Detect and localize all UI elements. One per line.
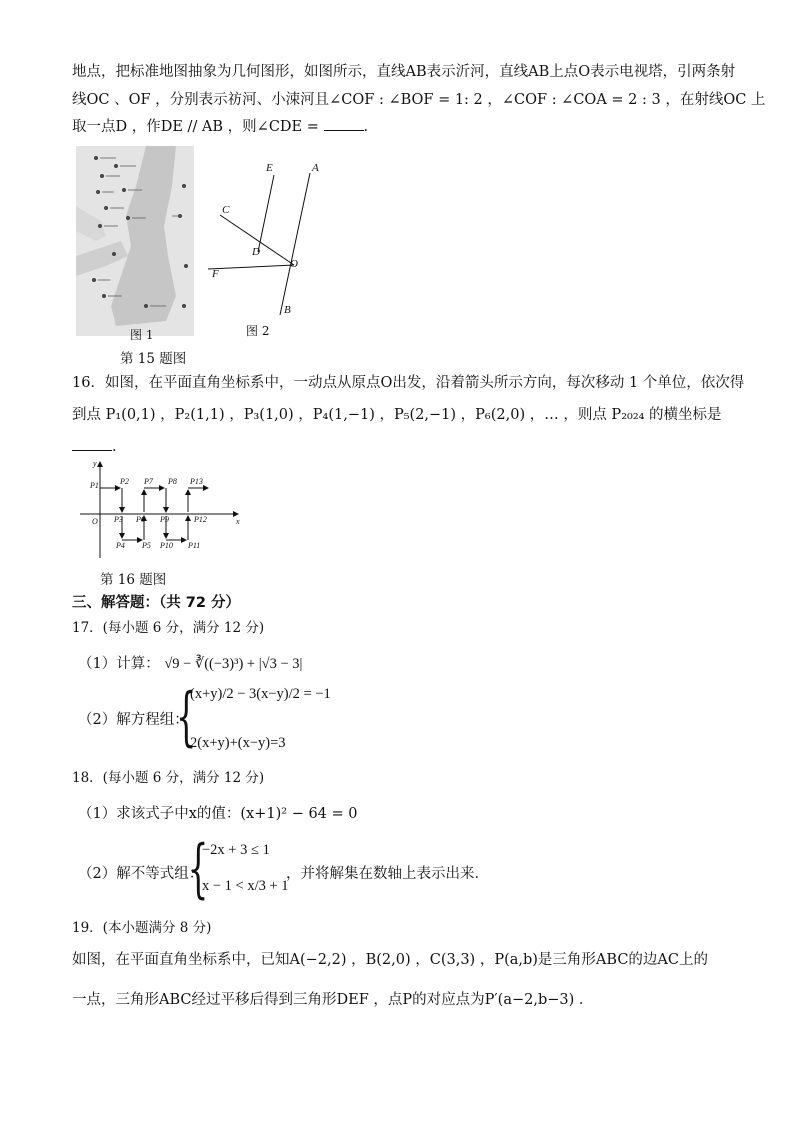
label-P6: P6 bbox=[136, 515, 145, 524]
q17-part1-label: （1）计算： bbox=[78, 656, 160, 672]
label-C: C bbox=[222, 204, 230, 216]
q15-figure1-map bbox=[76, 146, 194, 336]
label-x: x bbox=[236, 517, 240, 526]
q18-ineq2: x − 1 < x/3 + 1 bbox=[202, 878, 289, 894]
q18-part2-tail: ，并将解集在数轴上表示出来． bbox=[286, 866, 489, 882]
q17-eq2: 2(x+y)+(x−y)=3 bbox=[190, 735, 286, 751]
label-P8: P8 bbox=[168, 477, 177, 486]
q15-text-line2: 线OC 、OF ，分别表示祊河、小涑河且∠COF : ∠BOF = 1: 2 ，∠COF : ∠COA = 2 : 3 ，在射线OC 上 bbox=[72, 92, 766, 108]
q18-part1: （1）求该式子中x的值：(x+1)² − 64 = 0 bbox=[78, 806, 358, 822]
label-P12: P12 bbox=[194, 515, 207, 524]
label-D: D bbox=[252, 246, 260, 258]
answer-blank bbox=[72, 436, 112, 451]
q18-ineq1: −2x + 3 ≤ 1 bbox=[202, 842, 270, 858]
q17-part1 bbox=[78, 652, 302, 673]
label-P11: P11 bbox=[188, 541, 201, 550]
line-DE bbox=[258, 175, 274, 252]
label-P1: P1 bbox=[90, 481, 99, 490]
label-B: B bbox=[284, 304, 291, 316]
label-P4: P4 bbox=[116, 541, 125, 550]
figure2-label: 图 2 bbox=[246, 324, 270, 338]
q15-figure2-geometry bbox=[200, 155, 330, 325]
label-P10: P10 bbox=[160, 541, 173, 550]
q15-caption: 第 15 题图 bbox=[120, 351, 187, 367]
q15-text-line3-body: 取一点D ，作DE // AB ，则∠CDE = bbox=[72, 119, 319, 135]
label-P9: P9 bbox=[160, 515, 169, 524]
q18-head: 18．(每小题 6 分，满分 12 分) bbox=[72, 770, 265, 786]
q17-head: 17．(每小题 6 分，满分 12 分) bbox=[72, 620, 265, 636]
section-title: 三、解答题：（共 72 分） bbox=[72, 595, 241, 611]
map-image bbox=[76, 146, 194, 336]
q17-part1-expr: √9 − ∛((−3)³) + |√3 − 3| bbox=[164, 656, 303, 672]
q16-text-line1: 16．如图，在平面直角坐标系中，一动点从原点O出发，沿着箭头所示方向，每次移动 1 个单位，依次得 bbox=[72, 375, 745, 391]
label-y: y bbox=[93, 459, 97, 468]
label-P3: P3 bbox=[114, 515, 123, 524]
q15-text-line3: 取一点D ，作DE // AB ，则∠CDE = . bbox=[72, 116, 368, 137]
label-P2: P2 bbox=[120, 477, 129, 486]
q18-part2-label: （2）解不等式组： bbox=[78, 866, 204, 882]
q17-eq1: (x+y)/2 − 3(x−y)/2 = −1 bbox=[190, 686, 331, 702]
q16-answer-line: . bbox=[72, 436, 117, 455]
q19-text-line1: 如图，在平面直角坐标系中，已知A(−2,2) ，B(2,0) ，C(3,3) ，P(a,b)是三角形ABC的边AC上的 bbox=[72, 952, 708, 968]
label-A: A bbox=[312, 162, 319, 174]
label-P5: P5 bbox=[142, 541, 151, 550]
q17-part2-label: （2）解方程组： bbox=[78, 712, 189, 728]
label-P7: P7 bbox=[144, 477, 153, 486]
q15-text-line1: 地点，把标准地图抽象为几何图形，如图所示，直线AB表示沂河，直线AB上点O表示电视塔，引两条射 bbox=[72, 64, 736, 80]
label-F: F bbox=[212, 268, 219, 280]
q19-head: 19．(本小题满分 8 分) bbox=[72, 920, 212, 936]
label-origin: O bbox=[92, 517, 98, 526]
ray-OF bbox=[208, 265, 294, 269]
q19-text-line2: 一点，三角形ABC经过平移后得到三角形DEF ，点P的对应点为P′(a−2,b−3) ． bbox=[72, 992, 594, 1008]
answer-blank bbox=[324, 116, 364, 131]
line-AB bbox=[280, 173, 310, 315]
figure1-label: 图 1 bbox=[130, 328, 154, 342]
q16-figure-path bbox=[76, 458, 244, 560]
label-E: E bbox=[266, 162, 273, 174]
q16-caption: 第 16 题图 bbox=[100, 572, 167, 588]
q16-text-line2: 到点 P₁(0,1) ，P₂(1,1) ，P₃(1,0) ，P₄(1,−1) ，P₅(2,−1) ，P₆(2,0) ，… ，则点 P₂₀₂₄ 的横坐标是 bbox=[72, 407, 722, 423]
label-O: O bbox=[290, 258, 298, 270]
label-P13: P13 bbox=[190, 477, 203, 486]
